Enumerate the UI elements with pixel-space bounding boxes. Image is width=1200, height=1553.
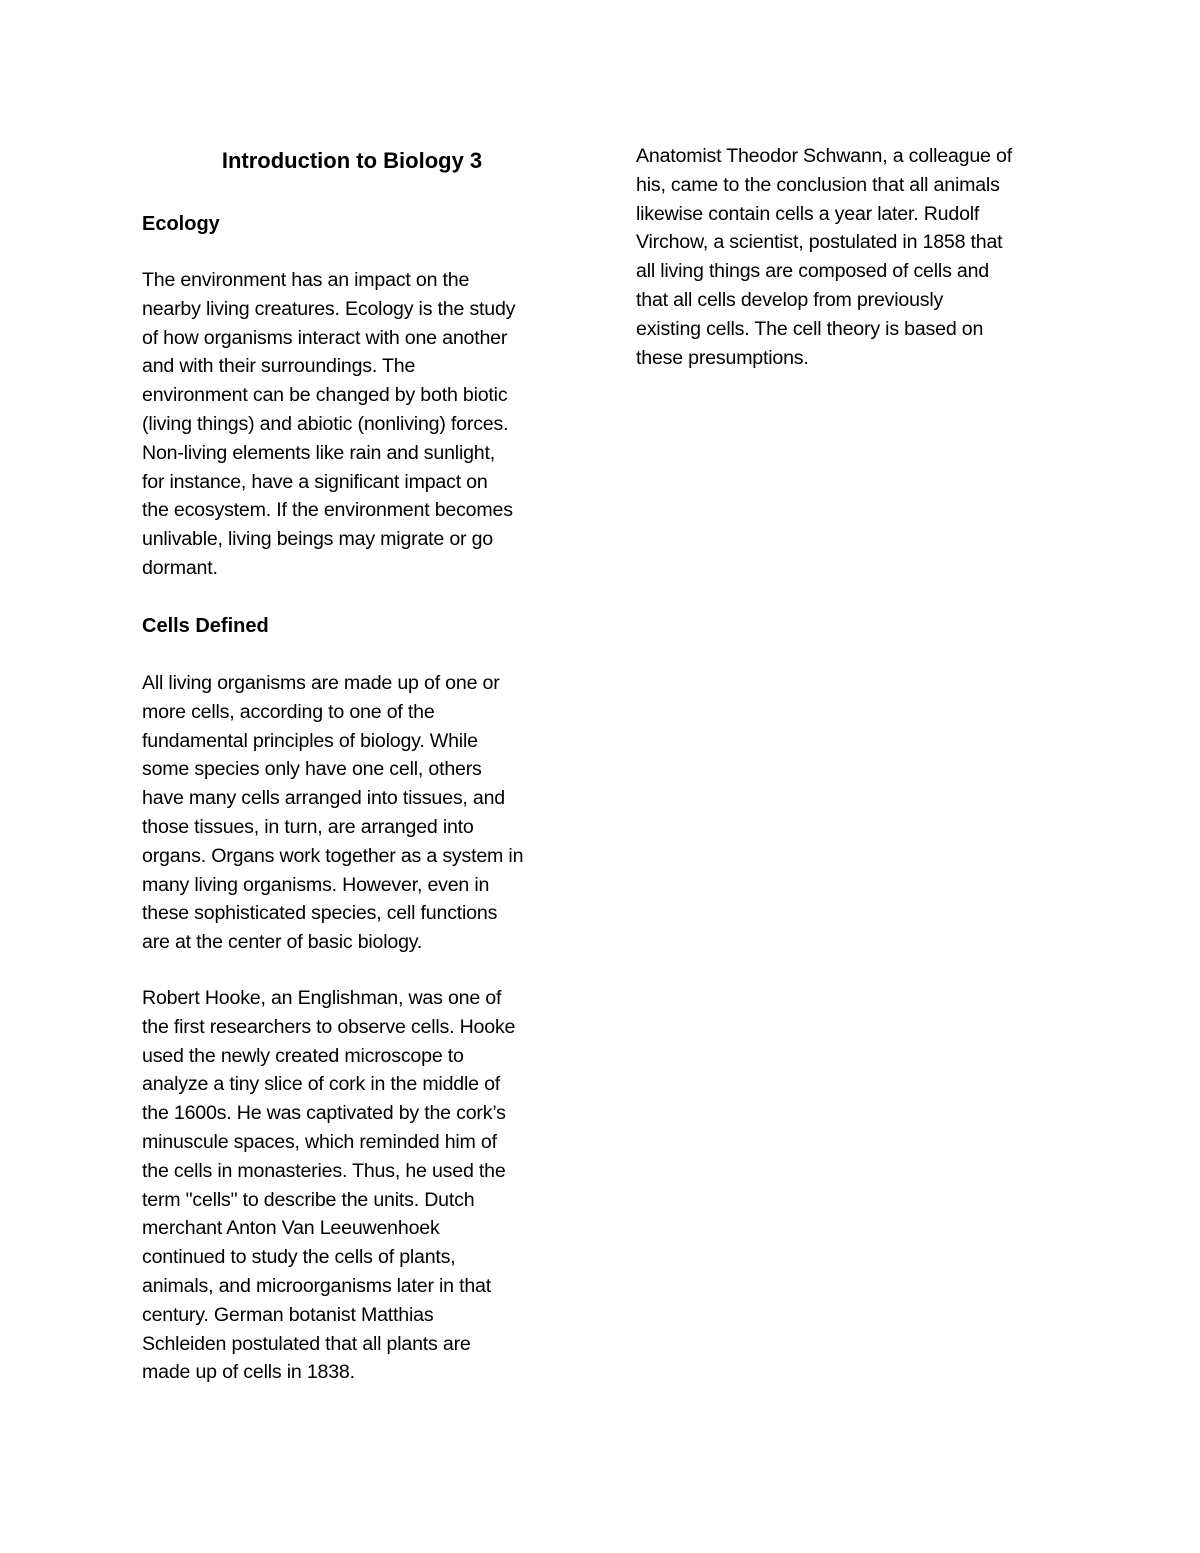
text-line: (living things) and abiotic (nonliving) forces.: [142, 412, 509, 435]
text-line: existing cells. The cell theory is based on: [636, 317, 984, 340]
text-line: Anatomist Theodor Schwann, a colleague of: [636, 145, 1012, 167]
document-title: Introduction to Biology 3: [221, 148, 483, 173]
text-line: merchant Anton Van Leeuwenhoek: [142, 1217, 440, 1240]
section-heading-cells-defined: Cells Defined: [142, 615, 269, 637]
text-line: his, came to the conclusion that all animals: [636, 173, 1000, 196]
text-line: Virchow, a scientist, postulated in 1858 that: [636, 231, 1003, 254]
text-line: continued to study the cells of plants,: [142, 1246, 456, 1269]
cells-paragraph-3: [636, 142, 1012, 372]
text-line: term "cells" to describe the units. Dutch: [142, 1188, 475, 1211]
text-line: dormant.: [142, 556, 218, 579]
text-line: nearby living creatures. Ecology is the study: [142, 297, 516, 320]
text-line: Non-living elements like rain and sunlight,: [142, 441, 495, 464]
ecology-paragraph: [142, 266, 515, 583]
text-line: and with their surroundings. The: [142, 355, 416, 378]
text-line: minuscule spaces, which reminded him of: [142, 1130, 497, 1153]
text-line: made up of cells in 1838.: [142, 1361, 355, 1384]
text-line: Robert Hooke, an Englishman, was one of: [142, 987, 502, 1009]
text-line: organs. Organs work together as a system in: [142, 844, 524, 867]
text-line: of how organisms interact with one another: [142, 326, 508, 349]
text-line: used the newly created microscope to: [142, 1044, 464, 1067]
text-line: many living organisms. However, even in: [142, 873, 490, 896]
text-line: the first researchers to observe cells. Hooke: [142, 1015, 516, 1038]
text-line: animals, and microorganisms later in that: [142, 1274, 491, 1297]
text-line: likewise contain cells a year later. Rudolf: [636, 202, 980, 225]
cells-paragraph-1: [142, 669, 523, 957]
text-line: that all cells develop from previously: [636, 288, 944, 311]
text-line: are at the center of basic biology.: [142, 931, 423, 954]
text-line: century. German botanist Matthias: [142, 1303, 434, 1326]
text-line: all living things are composed of cells and: [636, 260, 989, 283]
text-line: for instance, have a significant impact on: [142, 470, 488, 493]
text-line: The environment has an impact on the: [142, 269, 470, 291]
text-line: these sophisticated species, cell functions: [142, 902, 498, 925]
text-line: the 1600s. He was captivated by the cork’s: [142, 1102, 506, 1125]
text-line: fundamental principles of biology. While: [142, 729, 478, 752]
text-line: the ecosystem. If the environment becomes: [142, 499, 513, 522]
text-line: Schleiden postulated that all plants are: [142, 1332, 471, 1355]
text-line: those tissues, in turn, are arranged into: [142, 815, 474, 838]
section-heading-ecology: Ecology: [142, 213, 220, 235]
text-line: these presumptions.: [636, 346, 809, 369]
text-line: environment can be changed by both biotic: [142, 384, 508, 407]
text-line: All living organisms are made up of one or: [142, 672, 500, 694]
text-line: analyze a tiny slice of cork in the middle of: [142, 1073, 501, 1096]
text-line: the cells in monasteries. Thus, he used the: [142, 1159, 506, 1182]
cells-paragraph-2: [142, 984, 515, 1387]
text-line: more cells, according to one of the: [142, 700, 435, 723]
text-line: some species only have one cell, others: [142, 758, 482, 781]
text-line: have many cells arranged into tissues, and: [142, 787, 506, 810]
text-line: unlivable, living beings may migrate or go: [142, 528, 494, 551]
